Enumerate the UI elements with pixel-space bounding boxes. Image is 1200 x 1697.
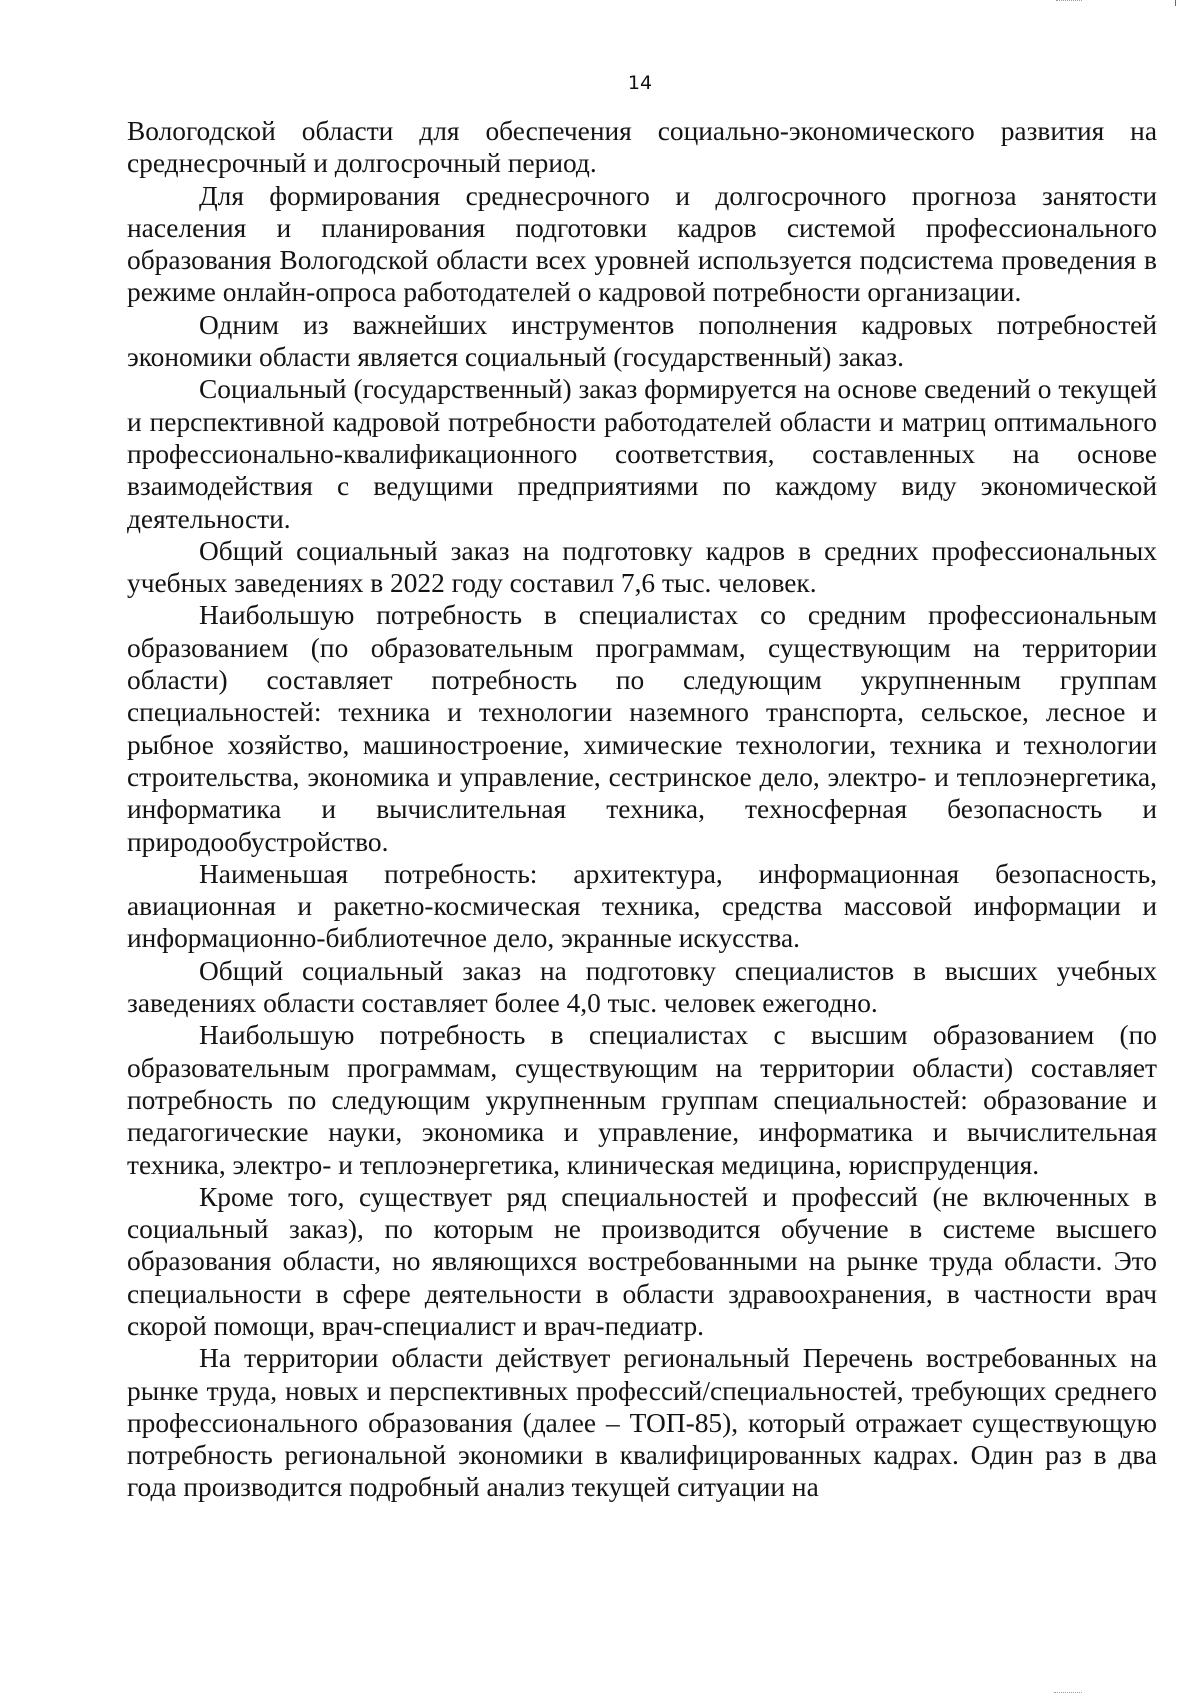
paragraph: Вологодской области для обеспечения социально-экономического развития на среднесрочный и долгосрочный период. (127, 116, 1157, 179)
paragraph: Для формирования среднесрочного и долгосрочного прогноза занятости населения и планирования подготовки кадров системой профессионального образования Вологодской области всех уровней используется подсистема проведения в режиме онлайн-опроса работодателей о кадровой потребности организации. (127, 180, 1157, 308)
document-body (127, 115, 1157, 1504)
paragraph: Социальный (государственный) заказ формируется на основе сведений о текущей и перспективной кадровой потребности работодателей области и матриц оптимального профессионально-квалификационного соответствия, составленных на основе взаимодействия с ведущими предприятиями по каждому виду экономической деятельности. (127, 374, 1157, 534)
paragraph: Кроме того, существует ряд специальностей и профессий (не включенных в социальный заказ), по которым не производится обучение в системе высшего образования области, но являющихся востребованными на рынке труда области. Это специальности в сфере деятельности в области здравоохранения, в частности врач скорой помощи, врач-специалист и врач-педиатр. (127, 1181, 1157, 1341)
paragraph: На территории области действует региональный Перечень востребованных на рынке труда, новых и перспективных профессий/специальностей, требующих среднего профессионального образования (далее – ТОП-85), который отражает существующую потребность региональной экономики в квалифицированных кадрах. Один раз в два года производится подробный анализ текущей ситуации на (127, 1343, 1157, 1503)
paragraph: Общий социальный заказ на подготовку специалистов в высших учебных заведениях области составляет более 4,0 тыс. человек ежегодно. (127, 955, 1157, 1019)
paragraph: Одним из важнейших инструментов пополнения кадровых потребностей экономики области является социальный (государственный) заказ. (127, 309, 1157, 373)
scan-mark (1175, 0, 1176, 6)
paragraph: Наибольшую потребность в специалистах с высшим образованием (по образовательным программам, существующим на территории области) составляет потребность по следующим укрупненным группам специальностей: образование и педагогические науки, экономика и управление, информатика и вычислительная техника, электро- и теплоэнергетика, клиническая медицина, юриспруденция. (127, 1020, 1157, 1180)
paragraph: Наименьшая потребность: архитектура, информационная безопасность, авиационная и ракетно-космическая техника, средства массовой информации и информационно-библиотечное дело, экранные искусства. (127, 858, 1157, 954)
scan-mark (1054, 1692, 1082, 1695)
paragraph: Наибольшую потребность в специалистах со средним профессиональным образованием (по образовательным программам, существующим на территории области) составляет потребность по следующим укрупненным группам специальностей: техника и технологии наземного транспорта, сельское, лесное и рыбное хозяйство, машиностроение, химические технологии, техника и технологии строительства, экономика и управление, сестринское дело, электро- и теплоэнергетика, информатика и вычислительная техника, техносферная безопасность и природообустройство. (127, 600, 1157, 857)
paragraph: Общий социальный заказ на подготовку кадров в средних профессиональных учебных заведениях в 2022 году составил 7,6 тыс. человек. (127, 535, 1157, 599)
page-number: 14 (627, 72, 653, 94)
scan-mark (1056, 0, 1082, 3)
